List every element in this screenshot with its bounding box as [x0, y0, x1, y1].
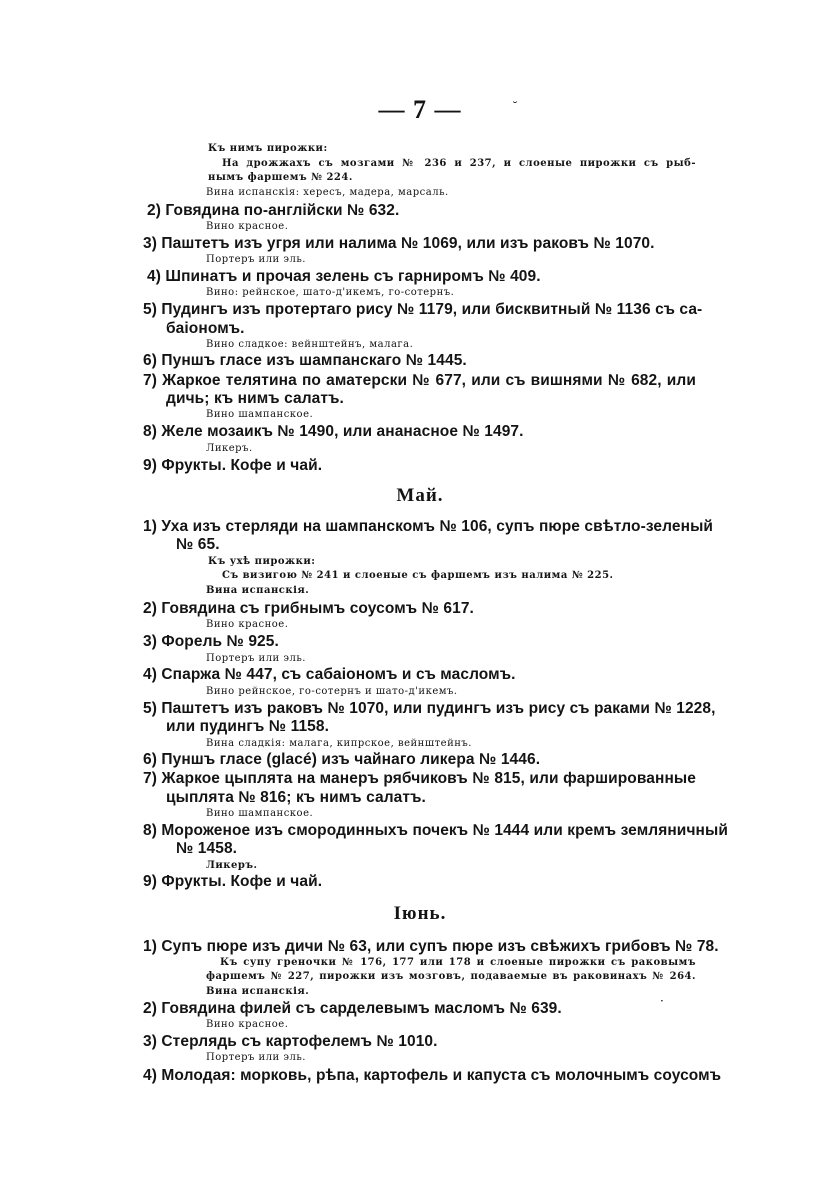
wine-note: Вина испанскія.	[206, 585, 310, 596]
section-heading-june: Іюнь.	[393, 903, 447, 924]
pies-heading: Къ ухѣ пирожки:	[208, 556, 316, 567]
menu-item: 3) Паштетъ изъ угря или налима № 1069, или изъ раковъ № 1070.	[143, 235, 655, 252]
menu-item: 4) Спаржа № 447, съ сабаіономъ и съ масломъ.	[143, 666, 516, 683]
section-heading-may: Май.	[396, 485, 444, 506]
menu-item: 9) Фрукты. Кофе и чай.	[143, 457, 323, 474]
menu-item-cont: № 65.	[176, 536, 220, 553]
menu-item-cont: или пудингъ № 1158.	[166, 718, 330, 735]
wine-note: Вина испанскія.	[206, 986, 310, 997]
menu-item: 8) Мороженое изъ смородинныхъ почекъ № 1444 или кремъ земляничный	[143, 822, 728, 839]
wine-note: Вино рейнское, го-сотернъ и шато-д'икемъ.	[206, 686, 458, 697]
wine-note: Портеръ или эль.	[206, 1052, 306, 1063]
pies-text-line: На дрожжахъ съ мозгами № 236 и 237, и слоеные пирожки съ рыб-	[222, 158, 696, 169]
wine-note: Вино: рейнское, шато-д'икемъ, го-сотернъ.	[206, 287, 455, 298]
menu-item-cont: баіономъ.	[166, 320, 245, 337]
wine-note: Вино сладкое: вейнштейнъ, малага.	[206, 339, 414, 350]
wine-note: Вино красное.	[206, 221, 289, 232]
menu-item: 6) Пуншъ гласе (glacé) изъ чайнаго ликера № 1446.	[143, 751, 541, 768]
wine-note: Вина испанскія: хересъ, мадера, марсаль.	[206, 187, 449, 198]
scan-speck: ·	[660, 994, 664, 1008]
menu-item: 8) Желе мозаикъ № 1490, или ананасное № 1497.	[143, 423, 524, 440]
menu-item-cont: дичь; къ нимъ салатъ.	[166, 390, 344, 407]
menu-item: 9) Фрукты. Кофе и чай.	[143, 873, 323, 890]
pies-text-line: нымъ фаршемъ № 224.	[208, 172, 353, 183]
pies-text-line: Съ визигою № 241 и слоеные съ фаршемъ изъ налима № 225.	[222, 570, 614, 581]
menu-item-cont: цыплята № 816; къ нимъ салатъ.	[166, 789, 426, 806]
menu-item: 2) Говядина филей съ сарделевымъ масломъ № 639.	[143, 1000, 562, 1017]
menu-item: 7) Жаркое телятина по аматерски № 677, или съ вишнями № 682, или	[143, 372, 696, 389]
wine-note: Вино шампанское.	[206, 808, 314, 819]
wine-note: Вина сладкія: малага, кипрское, вейнштейнъ.	[206, 738, 472, 749]
menu-item: 4) Молодая: морковь, рѣпа, картофель и капуста съ молочнымъ соусомъ	[143, 1067, 722, 1084]
pies-text-line: фаршемъ № 227, пирожки изъ мозговъ, подаваемые въ раковинахъ № 264.	[206, 971, 696, 982]
menu-item-cont: № 1458.	[176, 840, 238, 857]
pies-heading: Къ нимъ пирожки:	[208, 143, 328, 154]
scan-speck: ˘	[512, 100, 518, 114]
menu-item: 3) Форель № 925.	[143, 633, 279, 650]
wine-note: Вино шампанское.	[206, 409, 314, 420]
menu-item: 3) Стерлядь съ картофелемъ № 1010.	[143, 1033, 438, 1050]
wine-note: Вино красное.	[206, 619, 289, 630]
menu-item: 4) Шпинатъ и прочая зелень съ гарниромъ № 409.	[147, 268, 541, 285]
menu-item: 2) Говядина съ грибнымъ соусомъ № 617.	[143, 600, 474, 617]
wine-note: Ликеръ.	[206, 443, 253, 454]
wine-note: Портеръ или эль.	[206, 254, 306, 265]
wine-note: Вино красное.	[206, 1019, 289, 1030]
page-number: — 7 —	[378, 95, 462, 124]
wine-note: Ликеръ.	[206, 860, 258, 871]
menu-item: 2) Говядина по-англійски № 632.	[147, 202, 400, 219]
wine-note: Портеръ или эль.	[206, 653, 306, 664]
pies-text-line: Къ супу греночки № 176, 177 или 178 и слоеные пирожки съ раковымъ	[220, 957, 696, 968]
menu-item: 6) Пуншъ гласе изъ шампанскаго № 1445.	[143, 352, 467, 369]
menu-item: 1) Супъ пюре изъ дичи № 63, или супъ пюре изъ свѣжихъ грибовъ № 78.	[143, 938, 719, 955]
menu-item: 5) Пудингъ изъ протертаго рису № 1179, или бисквитный № 1136 съ са-	[143, 301, 703, 318]
menu-item: 1) Уха изъ стерляди на шампанскомъ № 106, супъ пюре свѣтло-зеленый	[143, 518, 714, 535]
menu-item: 7) Жаркое цыплята на манеръ рябчиковъ № 815, или фаршированные	[143, 770, 696, 787]
menu-item: 5) Паштетъ изъ раковъ № 1070, или пудингъ изъ рису съ раками № 1228,	[143, 700, 716, 717]
